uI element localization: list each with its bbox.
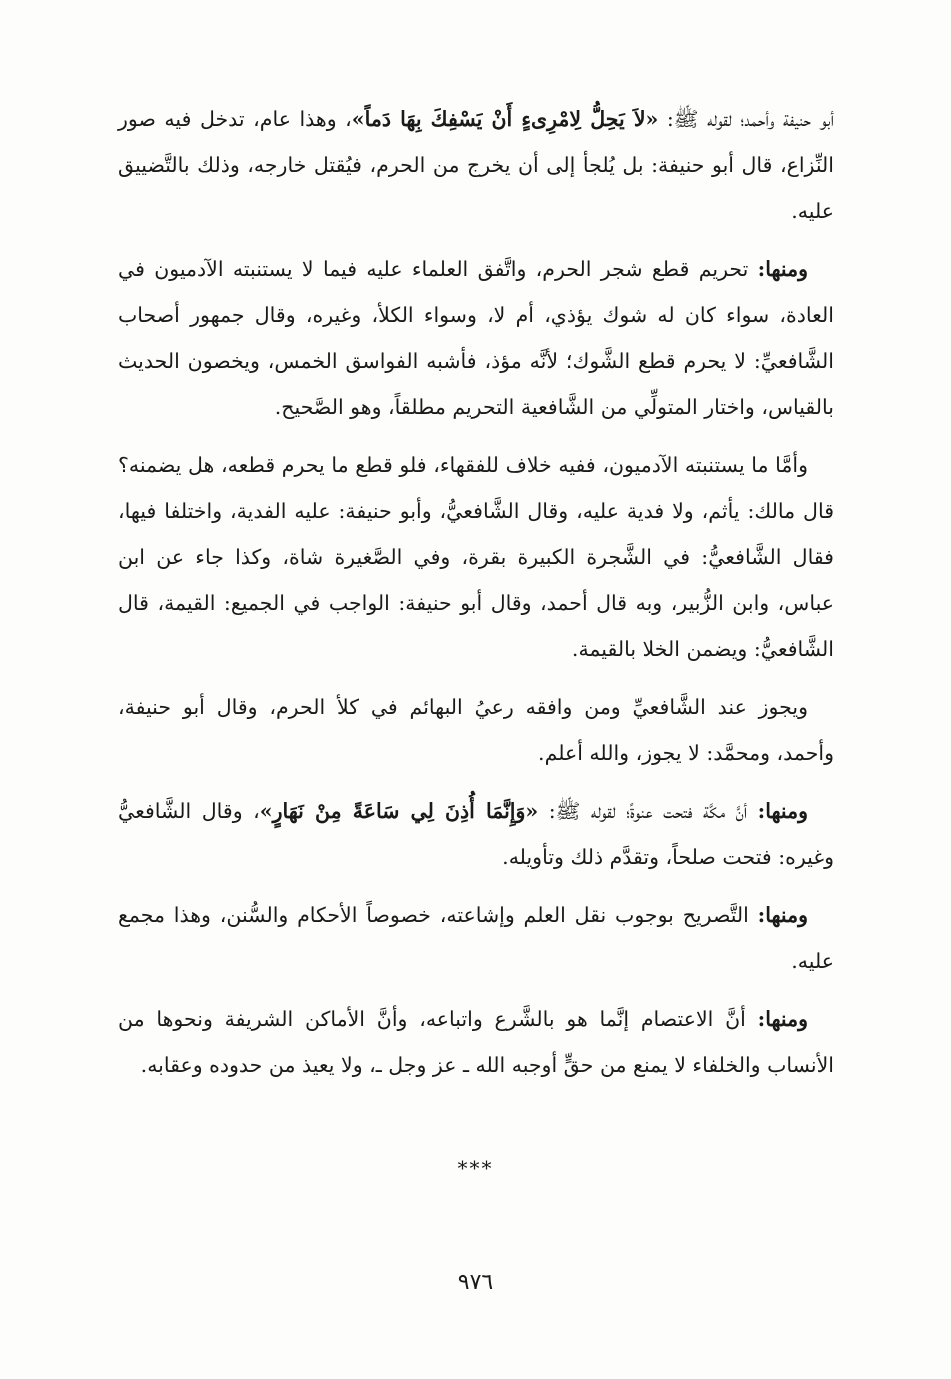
paragraph-2-lead: ومنها: <box>757 257 808 281</box>
paragraph-5-lead: ومنها: <box>757 799 809 823</box>
hadith-quote-2: «وَإِنَّمَا أُذِنَ لِي سَاعَةً مِنْ نَهَارٍ» <box>259 799 539 823</box>
paragraph-1-text-before: أبو حنيفة وأحمد؛ لقوله ﷺ: <box>658 107 834 131</box>
paragraph-1-text-after: ، وهذا عام، تدخل فيه صور النِّزاع، قال أبو حنيفة: بل يُلجأ إلى أن يخرج من الحرم، فيُقتل خارجه، وذلك بالتَّضييق عليه. <box>118 107 834 223</box>
paragraph-1 <box>118 96 834 234</box>
paragraph-2 <box>118 246 834 430</box>
paragraph-7-text: أنَّ الاعتصام إنَّما هو بالشَّرع واتباعه، وأنَّ الأماكن الشريفة ونحوها من الأنساب والخلفاء لا يمنع من حقٍّ أوجبه الله ـ عز وجل ـ، ولا يعيذ من حدوده وعقابه. <box>118 1007 834 1077</box>
paragraph-5 <box>118 788 834 880</box>
hadith-quote-1: «لاَ يَحِلُّ لِامْرِىءٍ أَنْ يَسْفِكَ بِهَا دَماً» <box>351 107 659 131</box>
paragraph-3 <box>118 442 834 672</box>
paragraph-7-lead: ومنها: <box>757 1007 808 1031</box>
page-body <box>118 96 834 1100</box>
paragraph-6-text: التَّصريح بوجوب نقل العلم وإشاعته، خصوصاً الأحكام والسُّنن، وهذا مجمع عليه. <box>118 903 834 973</box>
paragraph-6 <box>118 892 834 984</box>
section-separator: *** <box>457 1156 494 1180</box>
paragraph-4-text: ويجوز عند الشَّافعيِّ ومن وافقه رعيُ البهائم في كلأ الحرم، وقال أبو حنيفة، وأحمد، ومحمَّد: لا يجوز، والله أعلم. <box>118 695 834 765</box>
paragraph-6-lead: ومنها: <box>757 903 808 927</box>
paragraph-3-text: وأمَّا ما يستنبته الآدميون، ففيه خلاف للفقهاء، فلو قطع ما يحرم قطعه، هل يضمنه؟ قال مالك: يأثم، ولا فدية عليه، وقال الشَّافعيُّ، وأبو حنيفة: عليه الفدية، واختلفا فيها، فقال الشَّافعيُّ: في الشَّجرة الكبيرة بقرة، وفي الصَّغيرة شاة، وكذا جاء عن ابن عباس، وابن الزُّبير، وبه قال أحمد، وقال أبو حنيفة: الواجب في الجميع: القيمة، قال الشَّافعيُّ: ويضمن الخلا بالقيمة. <box>118 453 834 661</box>
page-number: ٩٧٦ <box>457 1270 494 1295</box>
paragraph-5-text-before: أنَّ مكَّة فتحت عنوةً؛ لقوله ﷺ: <box>538 799 758 823</box>
paragraph-7 <box>118 996 834 1088</box>
paragraph-4 <box>118 684 834 776</box>
paragraph-2-text: تحريم قطع شجر الحرم، واتَّفق العلماء عليه فيما لا يستنبته الآدميون في العادة، سواء كان له شوك يؤذي، أم لا، وسواء الكلأ، وغيره، وقال جمهور أصحاب الشَّافعيِّ: لا يحرم قطع الشَّوك؛ لأنَّه مؤذ، فأشبه الفواسق الخمس، ويخصون الحديث بالقياس، واختار المتولِّي من الشَّافعية التحريم مطلقاً، وهو الصَّحيح. <box>118 257 834 419</box>
paragraph-5-text-after: ، وقال الشَّافعيُّ وغيره: فتحت صلحاً، وتقدَّم ذلك وتأويله. <box>118 799 834 869</box>
